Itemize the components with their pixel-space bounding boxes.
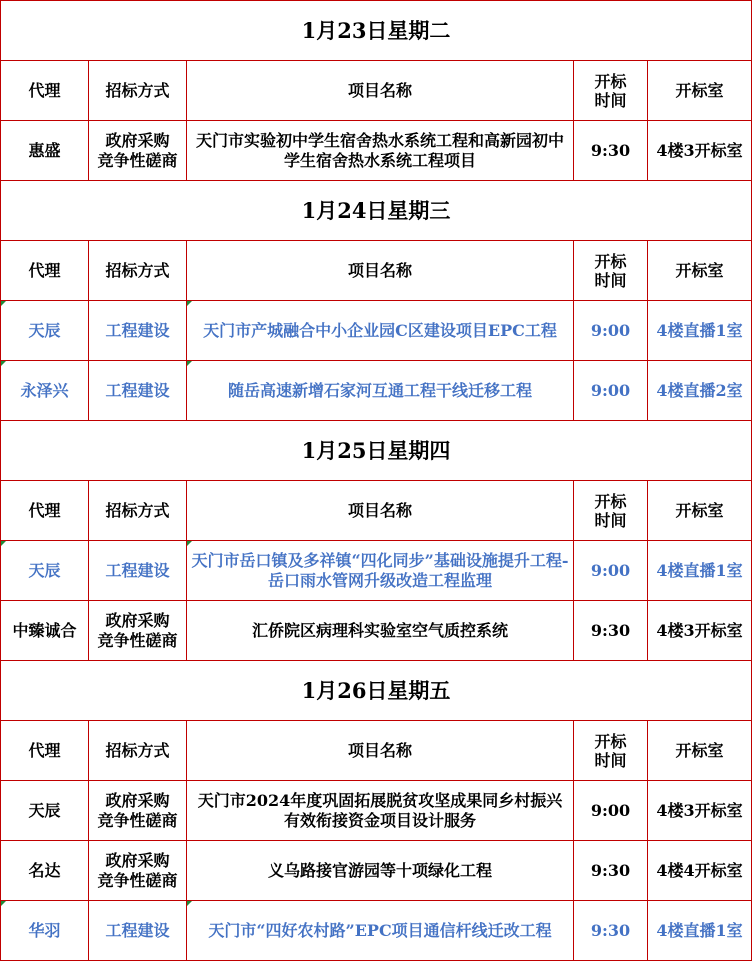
header-time-line1: 开标	[594, 71, 627, 91]
method-cell	[89, 901, 187, 961]
time-cell: 9:00	[574, 361, 648, 421]
header-project: 项目名称	[187, 481, 574, 541]
method-line1: 政府采购	[105, 130, 170, 150]
header-time	[574, 481, 648, 541]
room-cell: 4楼3开标室	[648, 781, 752, 841]
table-row	[1, 601, 752, 661]
table-row	[1, 901, 752, 961]
room-cell: 4楼直播1室	[648, 541, 752, 601]
column-header-row	[1, 241, 752, 301]
day-header-row	[1, 421, 752, 481]
method-cell	[89, 121, 187, 181]
header-agent: 代理	[1, 61, 89, 121]
header-time-line1: 开标	[594, 251, 627, 271]
method-cell	[89, 361, 187, 421]
method-line2: 竞争性磋商	[97, 630, 178, 650]
method-cell	[89, 301, 187, 361]
header-room: 开标室	[648, 481, 752, 541]
project-name-cell: 随岳高速新增石家河互通工程干线迁移工程	[187, 361, 574, 421]
table-row	[1, 841, 752, 901]
agent-cell: 名达	[1, 841, 89, 901]
table-row	[1, 541, 752, 601]
day-title: 1月26日星期五	[1, 661, 752, 721]
header-agent: 代理	[1, 481, 89, 541]
project-name-cell: 天门市实验初中学生宿舍热水系统工程和高新园初中学生宿舍热水系统工程项目	[187, 121, 574, 181]
agent-cell: 永泽兴	[1, 361, 89, 421]
header-method: 招标方式	[89, 721, 187, 781]
method-line1: 工程建设	[105, 560, 170, 580]
method-cell	[89, 841, 187, 901]
method-line1: 政府采购	[105, 850, 170, 870]
method-line1: 政府采购	[105, 610, 170, 630]
column-header-row	[1, 721, 752, 781]
column-header-row	[1, 61, 752, 121]
day-header-row	[1, 661, 752, 721]
table-row	[1, 301, 752, 361]
header-time-line2: 时间	[594, 510, 627, 530]
agent-cell: 华羽	[1, 901, 89, 961]
method-line2: 竞争性磋商	[97, 870, 178, 890]
table-row	[1, 781, 752, 841]
project-name-cell: 天门市2024年度巩固拓展脱贫攻坚成果同乡村振兴有效衔接资金项目设计服务	[187, 781, 574, 841]
method-cell	[89, 541, 187, 601]
room-cell: 4楼4开标室	[648, 841, 752, 901]
time-cell: 9:30	[574, 901, 648, 961]
room-cell: 4楼直播1室	[648, 901, 752, 961]
method-line2: 竞争性磋商	[97, 150, 178, 170]
column-header-row	[1, 481, 752, 541]
day-header-row	[1, 1, 752, 61]
agent-cell: 天辰	[1, 301, 89, 361]
room-cell: 4楼直播2室	[648, 361, 752, 421]
header-project: 项目名称	[187, 721, 574, 781]
time-cell: 9:30	[574, 121, 648, 181]
header-method: 招标方式	[89, 241, 187, 301]
header-time	[574, 241, 648, 301]
header-agent: 代理	[1, 721, 89, 781]
project-name-cell: 天门市产城融合中小企业园C区建设项目EPC工程	[187, 301, 574, 361]
room-cell: 4楼3开标室	[648, 601, 752, 661]
day-title: 1月24日星期三	[1, 181, 752, 241]
header-time-line1: 开标	[594, 491, 627, 511]
project-name-cell: 天门市岳口镇及多祥镇“四化同步”基础设施提升工程-岳口雨水管网升级改造工程监理	[187, 541, 574, 601]
day-header-row	[1, 181, 752, 241]
agent-cell: 天辰	[1, 781, 89, 841]
header-project: 项目名称	[187, 61, 574, 121]
method-cell	[89, 781, 187, 841]
time-cell: 9:00	[574, 781, 648, 841]
table-row	[1, 361, 752, 421]
time-cell: 9:30	[574, 601, 648, 661]
header-room: 开标室	[648, 721, 752, 781]
time-cell: 9:30	[574, 841, 648, 901]
project-name-cell: 汇侨院区病理科实验室空气质控系统	[187, 601, 574, 661]
agent-cell: 惠盛	[1, 121, 89, 181]
header-room: 开标室	[648, 61, 752, 121]
header-method: 招标方式	[89, 481, 187, 541]
method-line1: 工程建设	[105, 320, 170, 340]
table-row	[1, 121, 752, 181]
header-time-line2: 时间	[594, 750, 627, 770]
method-line1: 工程建设	[105, 920, 170, 940]
header-project: 项目名称	[187, 241, 574, 301]
header-time	[574, 721, 648, 781]
header-room: 开标室	[648, 241, 752, 301]
header-time-line1: 开标	[594, 731, 627, 751]
room-cell: 4楼3开标室	[648, 121, 752, 181]
header-method: 招标方式	[89, 61, 187, 121]
method-line2: 竞争性磋商	[97, 810, 178, 830]
room-cell: 4楼直播1室	[648, 301, 752, 361]
method-line1: 政府采购	[105, 790, 170, 810]
header-agent: 代理	[1, 241, 89, 301]
project-name-cell: 天门市“四好农村路”EPC项目通信杆线迁改工程	[187, 901, 574, 961]
header-time	[574, 61, 648, 121]
agent-cell: 天辰	[1, 541, 89, 601]
time-cell: 9:00	[574, 541, 648, 601]
header-time-line2: 时间	[594, 90, 627, 110]
agent-cell: 中臻诚合	[1, 601, 89, 661]
method-cell	[89, 601, 187, 661]
header-time-line2: 时间	[594, 270, 627, 290]
day-title: 1月25日星期四	[1, 421, 752, 481]
method-line1: 工程建设	[105, 380, 170, 400]
time-cell: 9:00	[574, 301, 648, 361]
project-name-cell: 义乌路接官游园等十项绿化工程	[187, 841, 574, 901]
day-title: 1月23日星期二	[1, 1, 752, 61]
